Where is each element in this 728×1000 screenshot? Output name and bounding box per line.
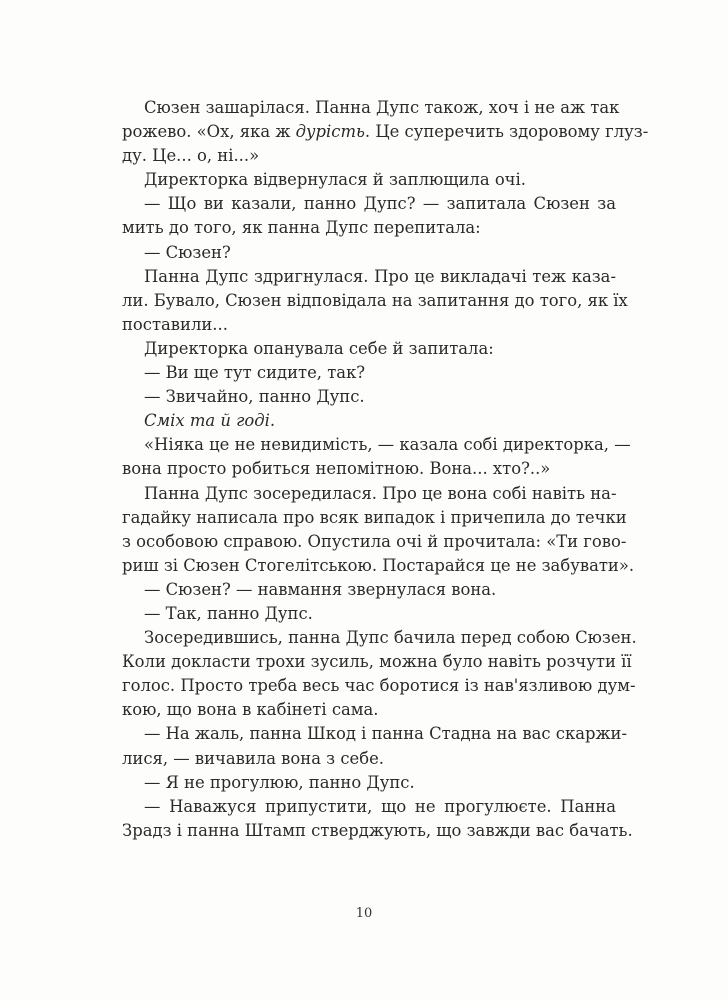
text-line: — Наважуся припустити, що не прогулюєте. Панна [144,796,616,816]
text-line: поставили... [122,314,228,334]
text-line: з особовою справою. Опустила очі й прочитала: «Ти гово- [122,531,627,551]
text-line: Директорка опанувала себе й запитала: [144,338,494,358]
text-line: — На жаль, панна Шкод і панна Стадна на вас скаржи- [144,724,628,744]
text-line: Коли докласти трохи зусиль, можна було навіть розчути її [122,652,632,672]
text-line: ду. Це... о, ні...» [122,146,260,166]
text-line: «Ніяка це не невидимість, — казала собі директорка, — [144,435,631,455]
text-line: мить до того, як панна Дупс перепитала: [122,218,481,238]
emphasis: дурість [295,122,365,142]
text-line: — Що ви казали, панно Дупс? — запитала Сюзен за [144,194,616,214]
page-number: 10 [355,906,373,921]
text-line: — Так, панно Дупс. [144,603,313,623]
text-line: Панна Дупс зосередилася. Про це вона собі навіть на- [144,483,617,503]
text-line: рожево. «Ох, яка ж дурість. Це суперечить здоровому глуз- [122,122,649,142]
text-line: голос. Просто треба весь час боротися із нав'язливою дум- [122,676,636,696]
text-line: риш зі Сюзен Стогелітською. Постарайся це не забувати». [122,555,635,575]
text-line: — Звичайно, панно Дупс. [144,387,365,407]
text-line: вона просто робиться непомітною. Вона... хто?..» [122,459,551,479]
text-line: Директорка відвернулася й заплющила очі. [144,170,526,190]
text-line: — Сюзен? [144,242,231,262]
text-line: Зрадз і панна Штамп стверджують, що завжди вас бачать. [122,820,633,840]
text-line: — Ви ще тут сидите, так? [144,363,366,383]
text-line: Панна Дупс здригнулася. Про це викладачі теж каза- [144,266,616,286]
body-text [122,96,649,843]
text-line: Зосередившись, панна Дупс бачила перед собою Сюзен. [144,628,637,648]
text-line: Сюзен зашарілася. Панна Дупс також, хоч і не аж так [144,98,620,117]
text-line: гадайку написала про всяк випадок і причепила до течки [122,507,627,527]
text-line: Сміх та й годі. [144,411,276,431]
text-line: ли. Бувало, Сюзен відповідала на запитання до того, як їх [122,290,628,310]
text-line: лися, — вичавила вона з себе. [122,748,384,768]
text-line: — Сюзен? — навмання звернулася вона. [144,579,497,599]
text-line: — Я не прогулюю, панно Дупс. [144,772,415,792]
text-line: кою, що вона в кабінеті сама. [122,700,379,720]
